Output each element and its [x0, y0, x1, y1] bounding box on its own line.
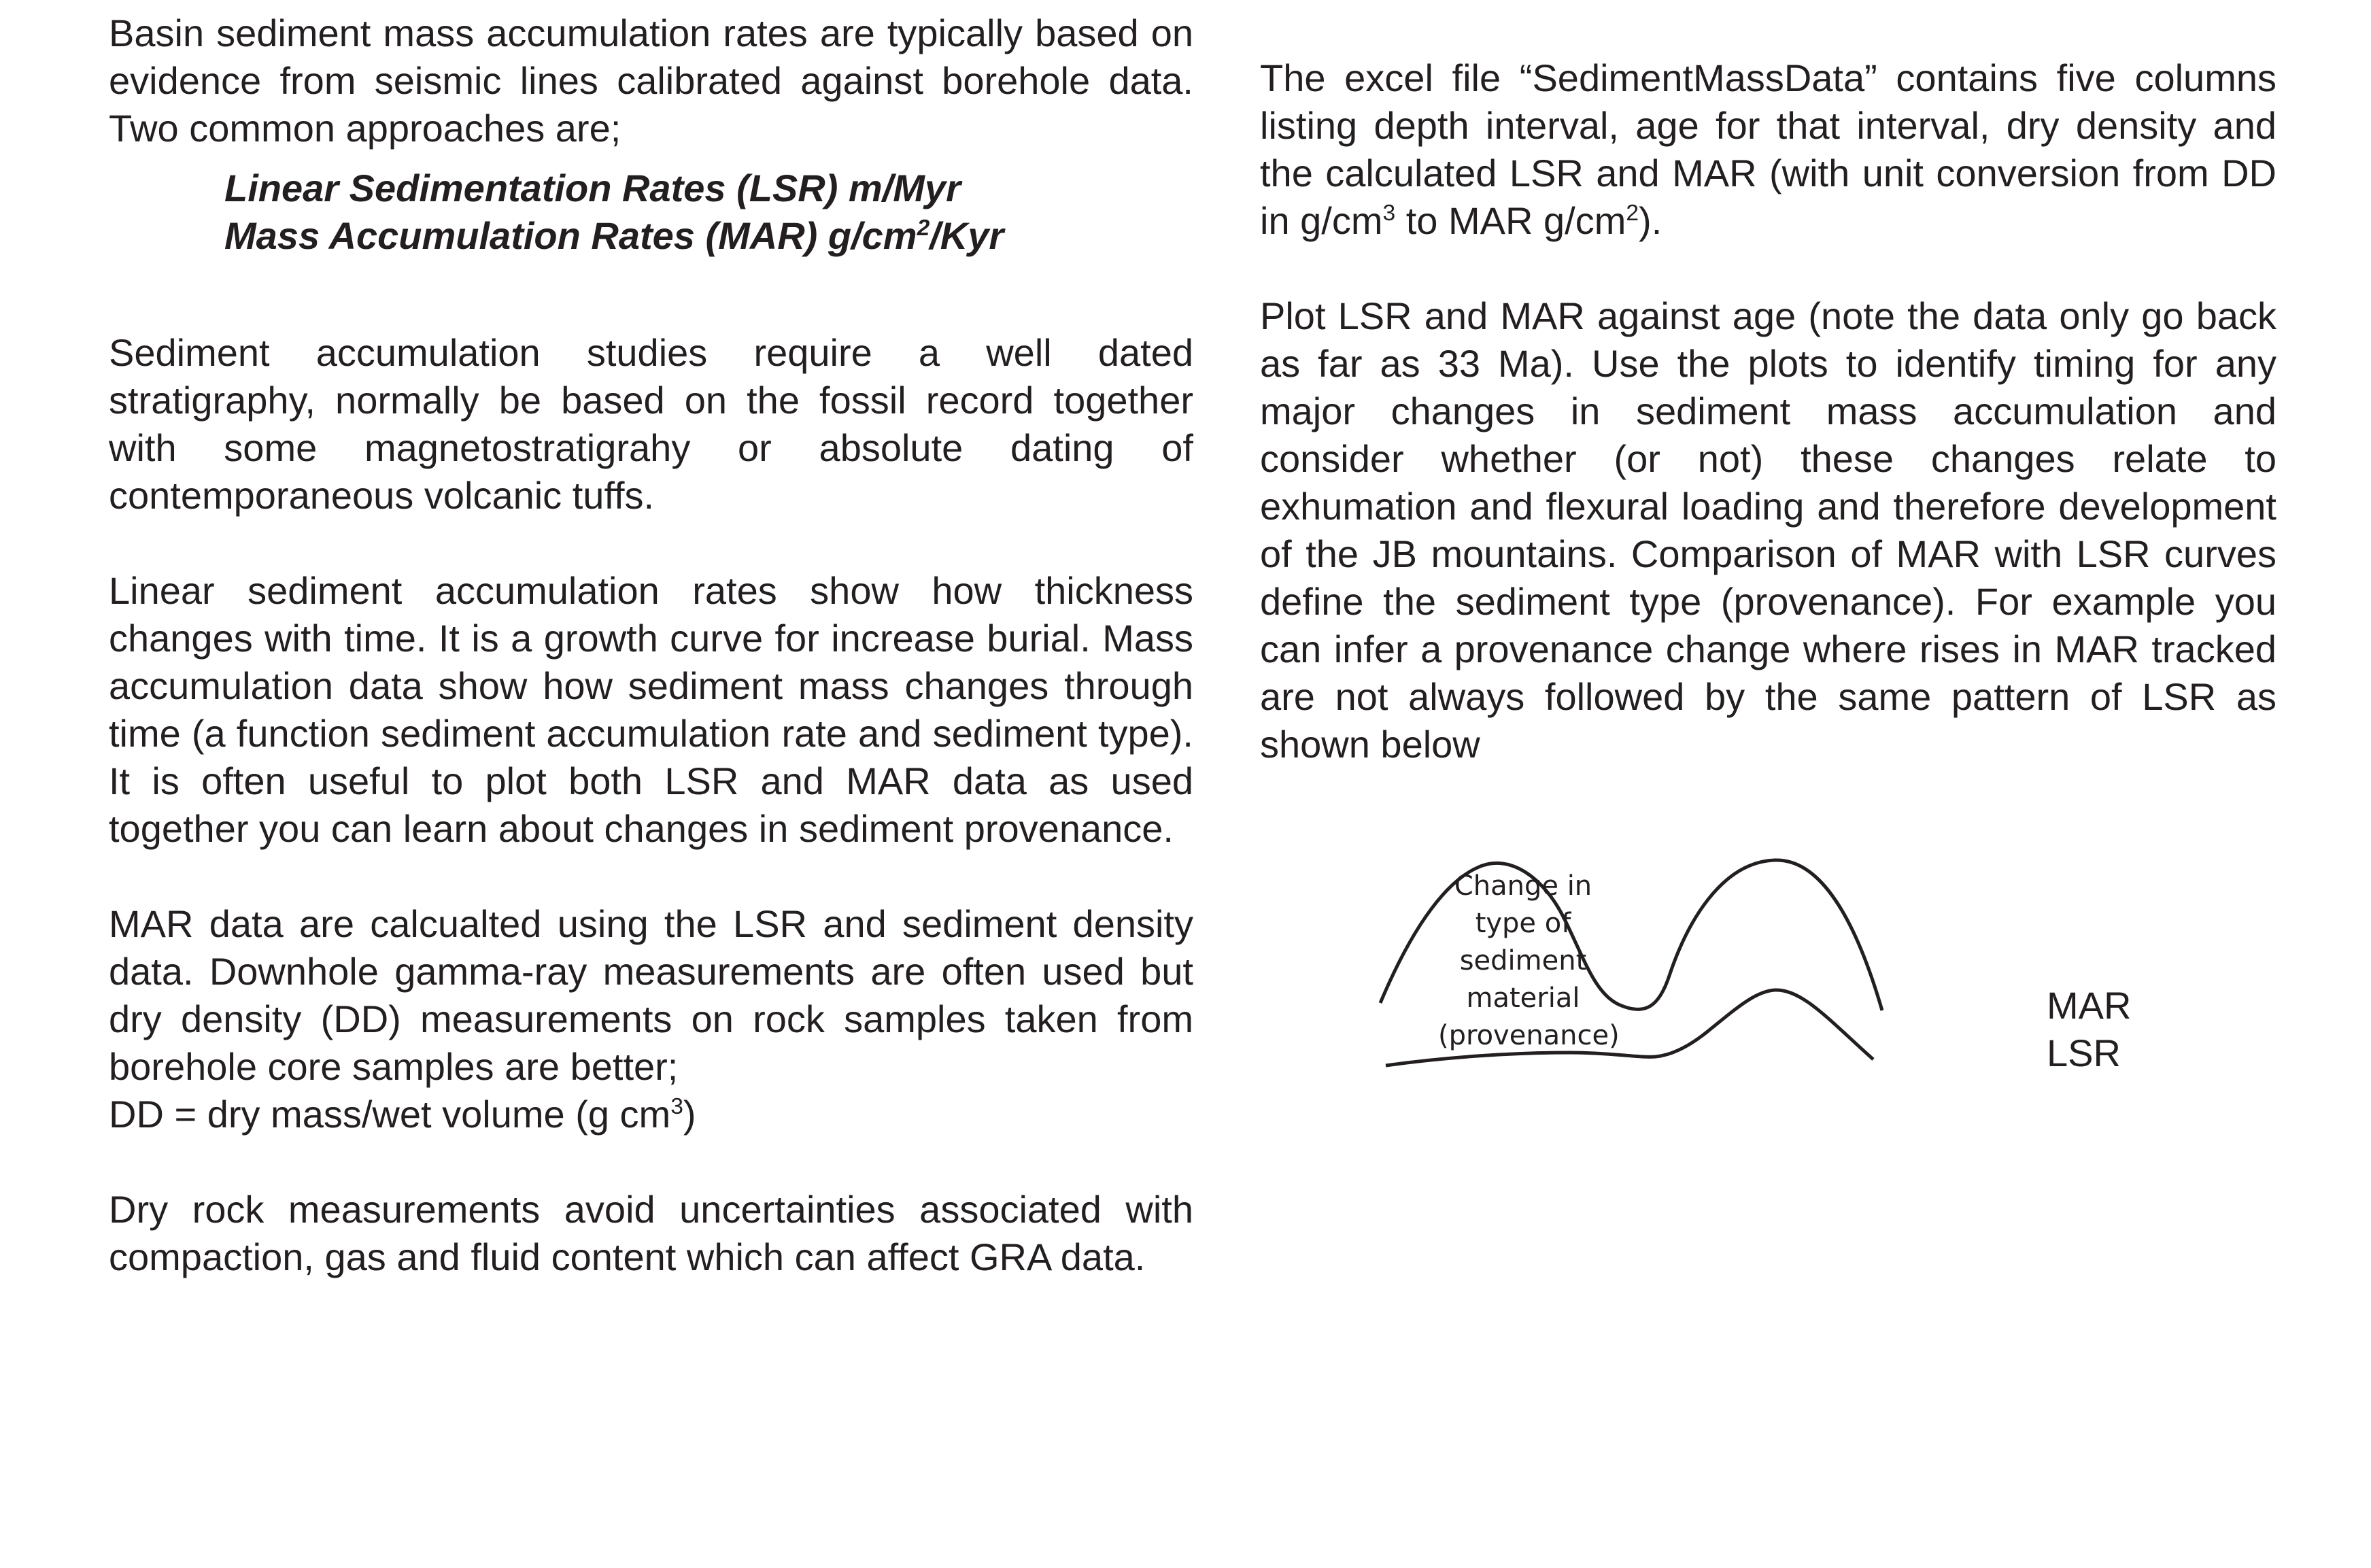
rate-definitions	[224, 165, 1193, 260]
formula-text: DD = dry mass/wet volume (g cm	[109, 1093, 671, 1136]
excel-text-end: ).	[1639, 199, 1662, 242]
note-line: sediment	[1459, 945, 1587, 976]
plot-instructions-paragraph: Plot LSR and MAR against age (note the data only go back as far as 33 Ma). Use the plots to identify timing for any major changes in sediment mass accumulation and consider whether (or not) these changes relate to exhumation and flexural loading and therefore development of the JB mountains. Comparison of MAR with LSR curves define the sediment type (provenance). For example you can infer a provenance change where rises in MAR tracked are not always followed by the same pattern of LSR as shown below	[1260, 294, 2276, 766]
mar-definition-text: Mass Accumulation Rates (MAR) g/cm	[224, 214, 917, 257]
right-column	[1260, 54, 2276, 768]
mar-definition	[224, 212, 1193, 260]
stratigraphy-paragraph: Sediment accumulation studies require a well dated stratigraphy, normally be based on the fossil record together with some magnetostratigrahy or absolute dating of contemporaneous volcanic tuffs.	[109, 331, 1193, 517]
mar-definition-unit: /Kyr	[929, 214, 1004, 257]
mar-calculation-paragraph: MAR data are calcualted using the LSR and sediment density data. Downhole gamma-ray measurements are often used but dry density (DD) measurements on rock samples taken from borehole core samples are better;	[109, 902, 1193, 1088]
mar-label: MAR	[2047, 984, 2132, 1027]
excel-text: The excel file “SedimentMassData” contains five columns listing depth interval, age for that interval, dry density and the calculated LSR and MAR (with unit conversion from DD in g/cm	[1260, 56, 2276, 242]
note-line: material	[1466, 983, 1580, 1014]
left-column	[109, 10, 1193, 1281]
formula-superscript: 3	[670, 1093, 683, 1119]
dry-rock-paragraph: Dry rock measurements avoid uncertainties associated with compaction, gas and fluid content which can affect GRA data.	[109, 1188, 1193, 1278]
excel-superscript-2: 2	[1626, 200, 1639, 226]
formula-close: )	[683, 1093, 696, 1136]
note-line: Change in	[1454, 870, 1592, 902]
excel-file-paragraph	[1260, 54, 2276, 245]
note-line: (provenance)	[1438, 1020, 1620, 1051]
lsr-explanation-paragraph: Linear sediment accumulation rates show how thickness changes with time. It is a growth curve for increase burial. Mass accumulation data show how sediment mass changes through time (a function sediment accumulation rate and sediment type). It is often useful to plot both LSR and MAR data as used together you can learn about changes in sediment provenance.	[109, 569, 1193, 850]
intro-paragraph: Basin sediment mass accumulation rates are typically based on evidence from seismic lines calibrated against borehole data. Two common approaches are;	[109, 12, 1193, 150]
excel-text-mid: to MAR g/cm	[1395, 199, 1626, 242]
lsr-label: LSR	[2047, 1032, 2121, 1074]
mar-lsr-sketch	[1367, 802, 2183, 1102]
lsr-definition: Linear Sedimentation Rates (LSR) m/Myr	[224, 167, 961, 209]
provenance-note	[1438, 868, 1620, 1055]
dry-density-formula	[109, 1091, 1193, 1138]
note-line: type of	[1475, 908, 1571, 939]
excel-superscript-1: 3	[1382, 200, 1396, 226]
mar-definition-superscript: 2	[917, 215, 930, 241]
